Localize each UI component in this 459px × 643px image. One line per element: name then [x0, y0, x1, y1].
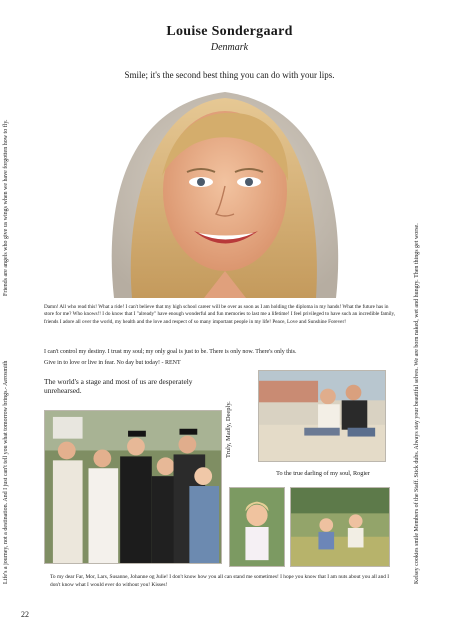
meadow-photo	[290, 487, 390, 567]
beach-photo	[258, 370, 386, 462]
side-quote-left-top: Friends are angels who give us wings when we have forgotten how to fly.	[3, 119, 9, 296]
portrait-illustration	[84, 86, 366, 298]
graduation-photo	[44, 410, 222, 564]
top-quote: Smile; it's the second best thing you can do with your lips.	[124, 70, 335, 80]
page-number: 22	[21, 610, 29, 619]
family-note: To my dear Far, Mor, Lars, Susanne, Johanne og Julie! I don't know how you all can stand me sometimes! I hope you know that I am nuts about you all and I don't know what I would ever do without you! Kisses!	[50, 574, 390, 588]
side-quote-right: Kelsey cookies smile Members of the Staff. Stick dubs. Always stay your beautiful selves. We are born naked, wet and hungry. Then things get worse.	[414, 223, 420, 584]
stage-quote: The world's a stage and most of us are desperately unrehearsed.	[44, 377, 193, 395]
body-paragraph-1: Damn! All who read this! What a ride! I can't believe that my high school career will be over as soon as I am holding the diploma in my hands! What the future has in store for me? Who knows!! I do know that I "already" have enough wonderful and fun memories to last me a lifetime! I feel privileged to have such an incredible family, friends I adore all over the world, my health and the love and respect of so many important people in my life! Peace, Love and Sunshine Forever!	[44, 304, 396, 325]
body-paragraph-2: I can't control my destiny. I trust my soul; my only goal is just to be. There is only now. There's only this.	[44, 349, 297, 355]
child-photo	[229, 487, 285, 567]
side-quote-left-bottom: Life's a journey, not a destination. And I just can't tell you what tomorrow brings.- Aerosmith	[3, 360, 9, 584]
body-paragraph-3: Give in to love or live in fear. No day but today! - RENT	[44, 360, 181, 366]
caption-truly: Truly, Madly, Deeply.	[225, 401, 232, 458]
page-title: Louise Sondergaard	[166, 24, 293, 39]
caption-beach: To the true darling of my soul, Rogier	[276, 470, 370, 477]
portrait-photo	[84, 86, 366, 298]
page-subtitle: Denmark	[210, 42, 249, 53]
